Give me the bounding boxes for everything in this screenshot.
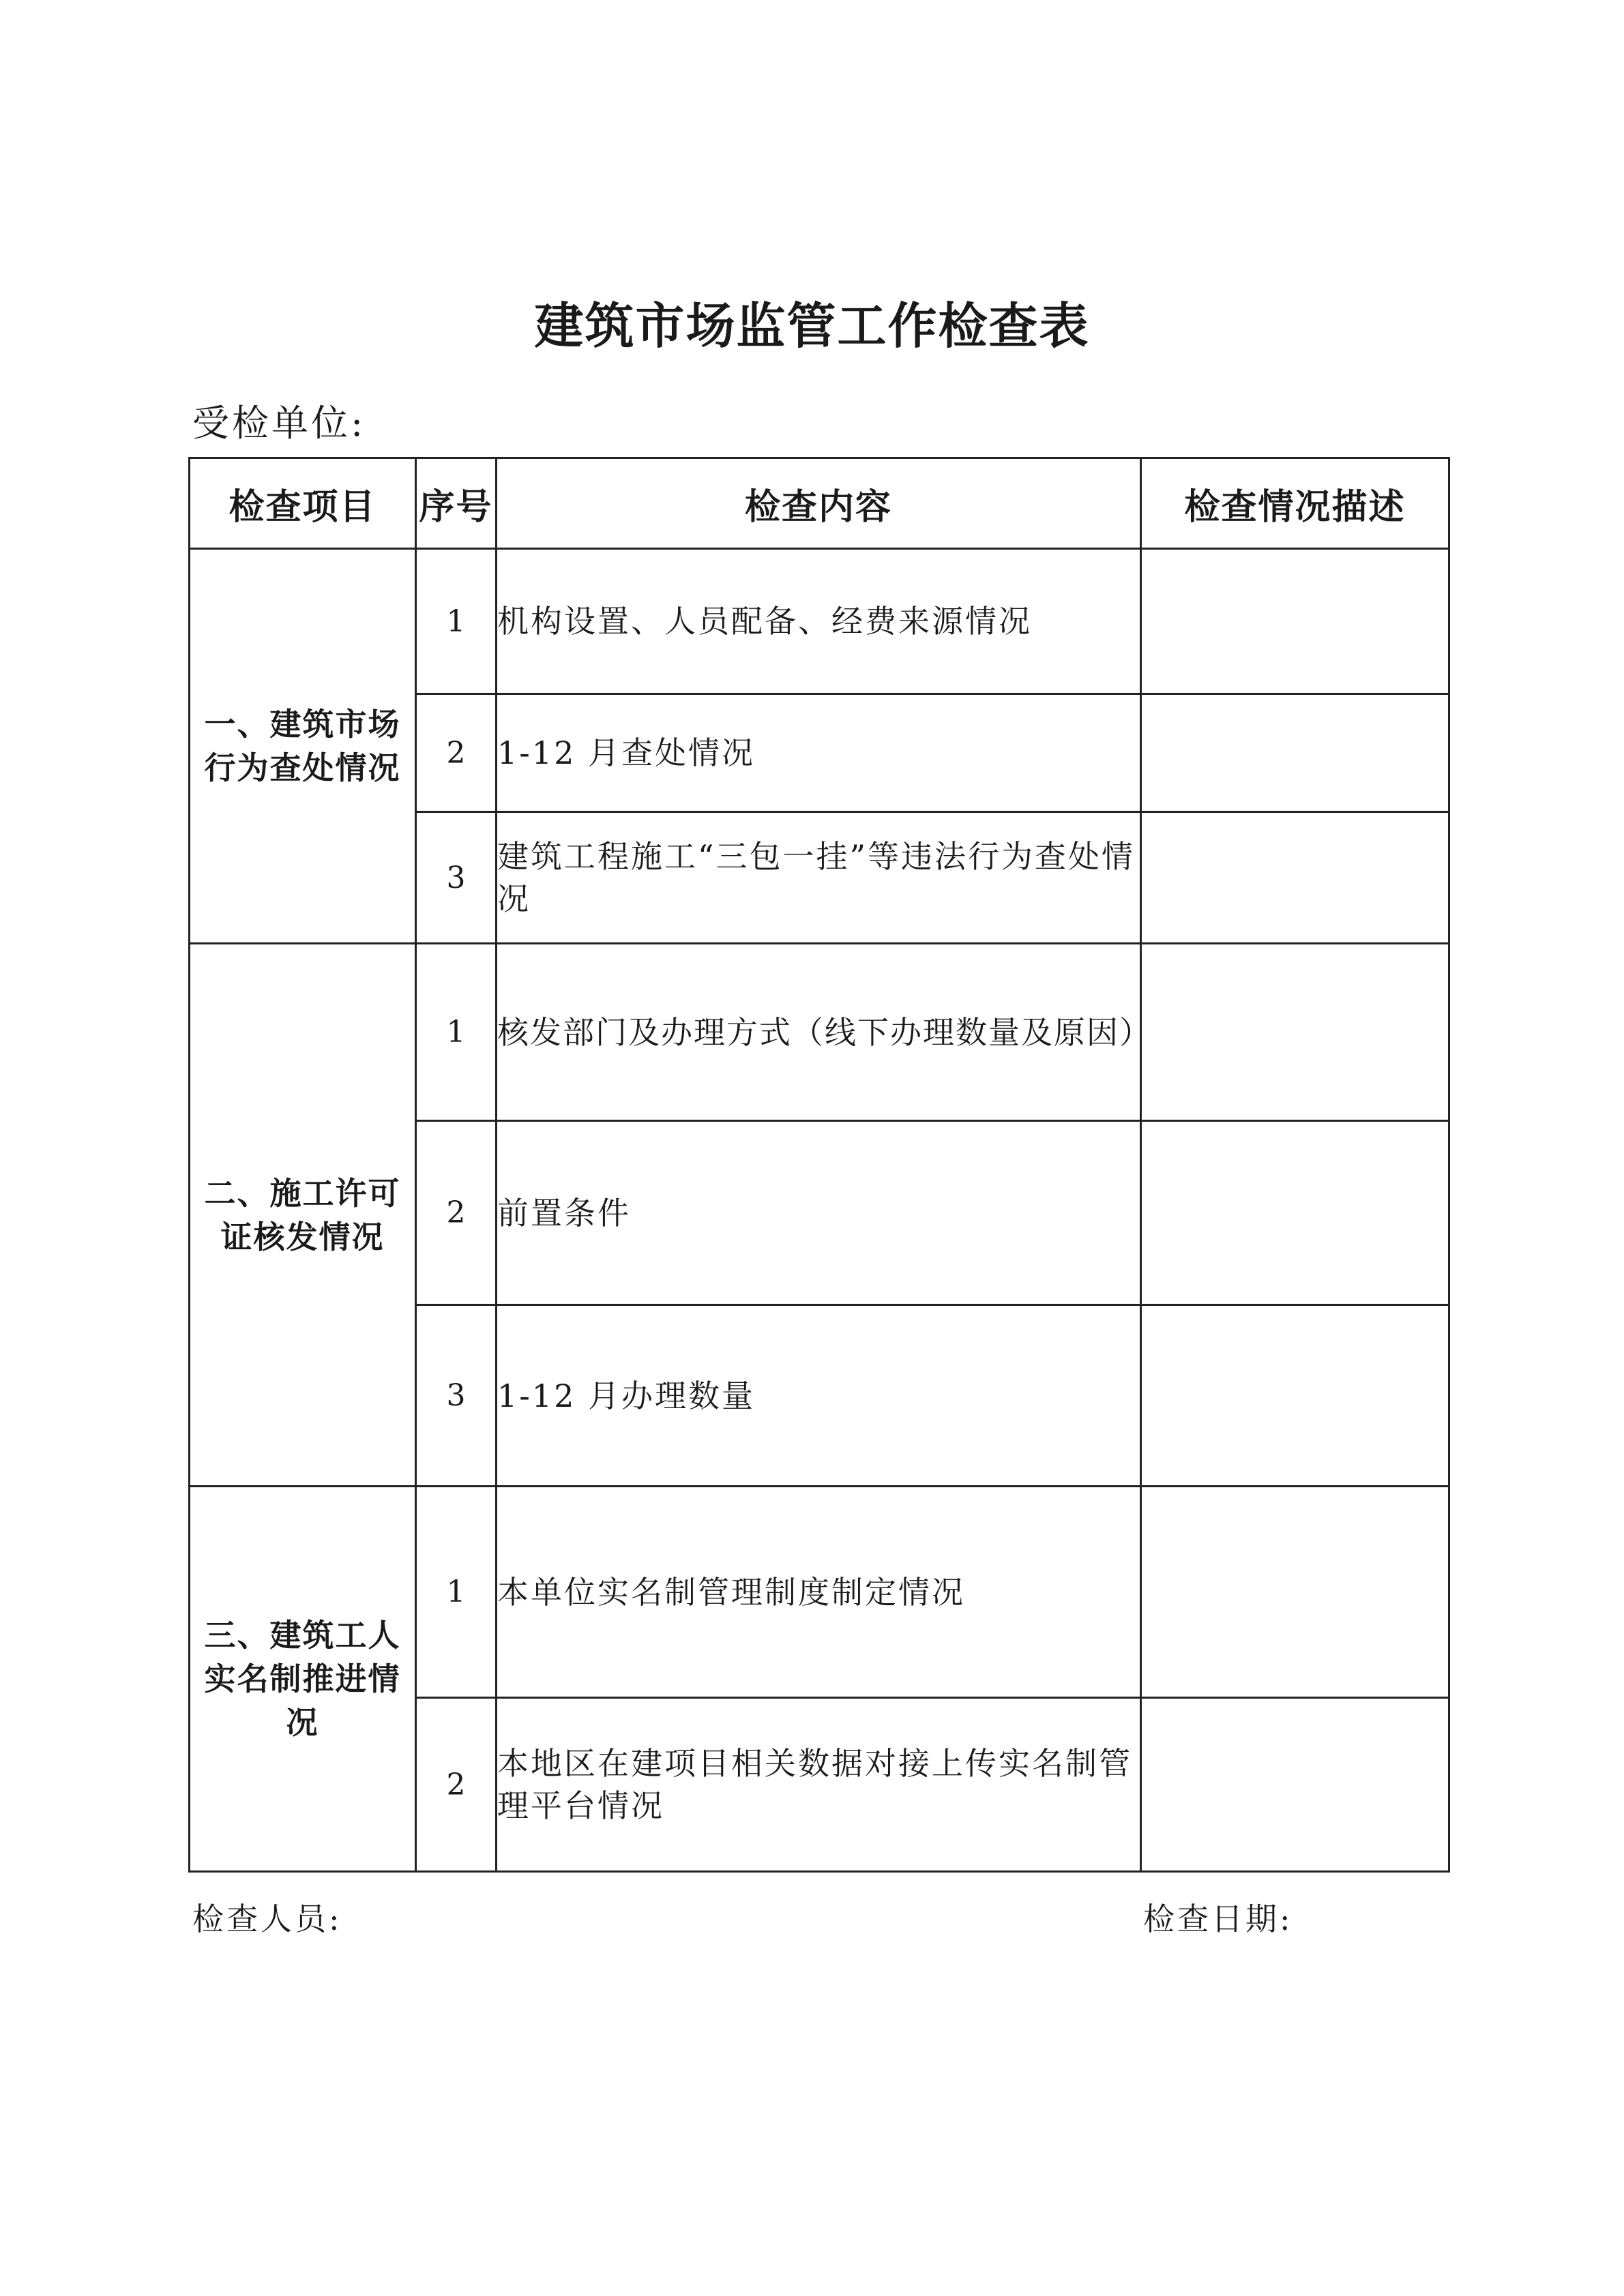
inspection-date-label: 检查日期: — [1143, 1900, 1293, 1937]
row-content: 1-12 月办理数量 — [497, 1305, 1141, 1487]
table-row — [190, 1487, 1449, 1698]
inspection-table — [188, 457, 1450, 1873]
row-content: 本单位实名制管理制度制定情况 — [497, 1487, 1141, 1698]
row-description-cell[interactable] — [1141, 694, 1449, 812]
header-item: 检查项目 — [190, 458, 416, 549]
row-content: 本地区在建项目相关数据对接上传实名制管理平台情况 — [497, 1698, 1141, 1872]
section-item: 三、建筑工人实名制推进情况 — [190, 1487, 416, 1872]
table-row — [190, 944, 1449, 1121]
row-content: 核发部门及办理方式（线下办理数量及原因） — [497, 944, 1141, 1121]
row-description-cell[interactable] — [1141, 812, 1449, 944]
page-title: 建筑市场监管工作检查表 — [534, 297, 1090, 355]
header-content: 检查内容 — [497, 458, 1141, 549]
inspected-unit-label: 受检单位: — [192, 402, 366, 445]
header-seq: 序号 — [416, 458, 497, 549]
row-content: 前置条件 — [497, 1121, 1141, 1305]
row-seq: 2 — [416, 1698, 497, 1872]
row-description-cell[interactable] — [1141, 1121, 1449, 1305]
row-description-cell[interactable] — [1141, 1305, 1449, 1487]
row-description-cell[interactable] — [1141, 1487, 1449, 1698]
row-seq: 1 — [416, 1487, 497, 1698]
row-description-cell[interactable] — [1141, 549, 1449, 694]
row-seq: 1 — [416, 549, 497, 694]
table-row — [190, 549, 1449, 694]
row-seq: 2 — [416, 694, 497, 812]
row-seq: 2 — [416, 1121, 497, 1305]
section-item: 一、建筑市场行为查处情况 — [190, 549, 416, 944]
row-content: 机构设置、人员配备、经费来源情况 — [497, 549, 1141, 694]
row-content: 建筑工程施工“三包一挂”等违法行为查处情况 — [497, 812, 1141, 944]
row-description-cell[interactable] — [1141, 944, 1449, 1121]
row-seq: 3 — [416, 812, 497, 944]
row-seq: 3 — [416, 1305, 497, 1487]
row-description-cell[interactable] — [1141, 1698, 1449, 1872]
header-row — [190, 458, 1449, 549]
section-item: 二、施工许可证核发情况 — [190, 944, 416, 1487]
inspector-label: 检查人员: — [192, 1900, 342, 1937]
row-seq: 1 — [416, 944, 497, 1121]
row-content: 1-12 月查处情况 — [497, 694, 1141, 812]
header-desc: 检查情况描述 — [1141, 458, 1449, 549]
